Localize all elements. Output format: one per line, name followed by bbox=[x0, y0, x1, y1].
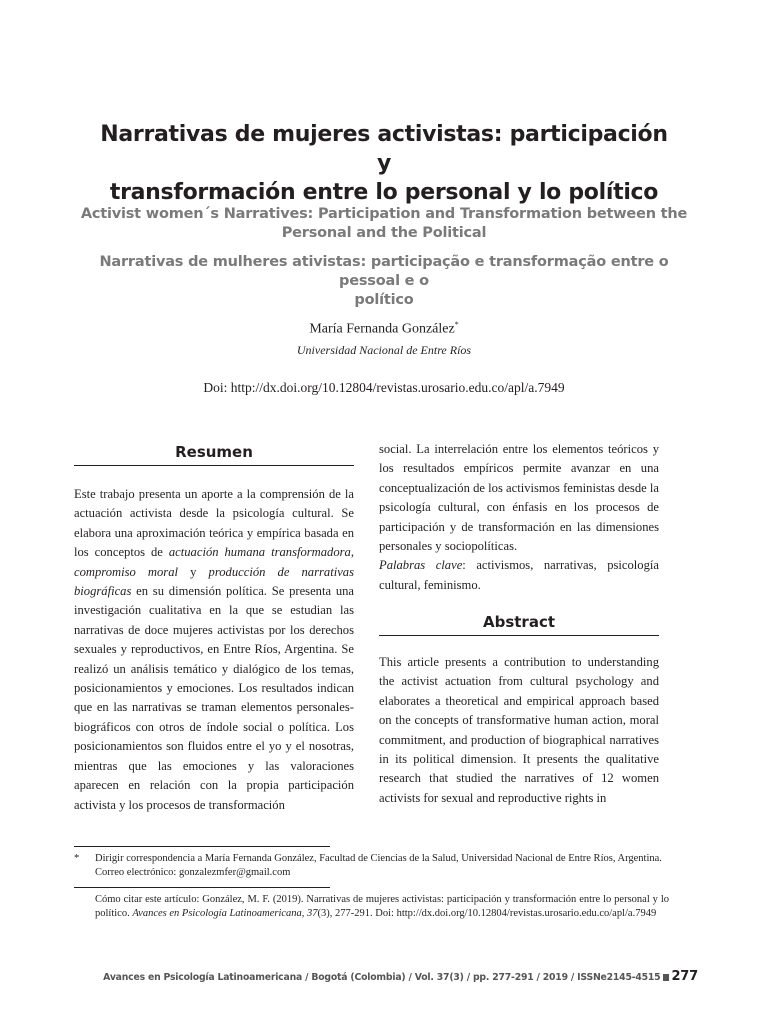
resumen-text-a: Este trabajo presenta un aporte a la comprensión de la actuación activista desde la psicología cultural. Se elabora una aproximación teórica y empírica basada en los conceptos de bbox=[74, 487, 354, 560]
author-affiliation: Universidad Nacional de Entre Ríos bbox=[296, 343, 472, 357]
citation-text-b: , 277-291. Doi: http://dx.doi.org/10.12804/revistas.urosario.edu.co/apl/a.7949 bbox=[329, 908, 657, 919]
english-title-line-2: Personal and the Political bbox=[281, 225, 487, 241]
author-footnote-mark: * bbox=[454, 320, 459, 329]
author-name-text: María Fernanda González bbox=[309, 321, 455, 337]
citation-divider bbox=[74, 887, 330, 888]
resumen-text-d: en su dimensión política. Se presenta una investigación cualitativa en la que se estudian las narrativas de doce mujeres activistas por los derechos sexuales y reproductivos, en Entre Ríos, Argentina. Se realizó un análisis temático y dialógico de los temas, posicionamientos y emociones. Los resultados indican que en las narrativas se traman elementos personales-biográficos con otros de índole social o política. Los posicionamientos son fluidos entre el yo y el nosotras, mientras que las emociones y las valoraciones aparecen en relación con la propia participación activista y los procesos de transformación bbox=[74, 584, 354, 812]
resumen-term-1: actuación humana transformadora bbox=[168, 545, 351, 560]
abstract-heading: Abstract bbox=[379, 613, 659, 636]
footnote-divider bbox=[74, 846, 330, 847]
doi-line: Doi: http://dx.doi.org/10.12804/revistas.urosario.edu.co/apl/a.7949 bbox=[203, 380, 565, 395]
keywords-label: Palabras clave bbox=[379, 558, 463, 573]
citation-text-a: Cómo citar este artículo: González, M. F. (2019). Narrativas de mujeres activistas: participación y transformación entre lo personal y lo político. bbox=[95, 894, 669, 919]
english-title bbox=[80, 205, 688, 243]
correspondence-footnote bbox=[74, 852, 669, 880]
portuguese-title-line-2: político bbox=[354, 292, 414, 308]
article-title-line-1: Narrativas de mujeres activistas: participación y bbox=[100, 122, 668, 176]
abstract-body bbox=[379, 653, 659, 808]
page-number: 277 bbox=[671, 969, 698, 984]
resumen-heading: Resumen bbox=[74, 443, 354, 466]
article-title bbox=[90, 120, 678, 207]
correspondence-text: Dirigir correspondencia a María Fernanda González, Facultad de Ciencias de la Salud, Universidad Nacional de Entre Ríos, Argentina. Correo electrónico: gonzalezmfer@gmail.com bbox=[95, 853, 662, 878]
keywords-list: : activismos, narrativas, psicología cultural, feminismo. bbox=[379, 558, 659, 592]
footer-square-icon bbox=[663, 974, 669, 981]
resumen-term-3: producción de narrativas biográficas bbox=[74, 564, 354, 599]
running-footer-text: Avances en Psicología Latinoamericana / Bogotá (Colombia) / Vol. 37(3) / pp. 277-291 / 2019 / ISSNe2145-4515 bbox=[103, 972, 661, 983]
running-footer bbox=[103, 969, 698, 984]
resumen-text-c: y bbox=[178, 564, 209, 579]
resumen-continuation-paragraph: social. La interrelación entre los elementos teóricos y los resultados empíricos permite avanzar en una conceptualización de los activismos feministas desde la psicología cultural, con énfasis en los procesos de participación y de transformación en las dimensiones personales y sociopolíticas. bbox=[379, 442, 659, 554]
portuguese-title bbox=[80, 253, 688, 310]
resumen-term-2: compromiso moral bbox=[74, 564, 178, 579]
footnote-mark: * bbox=[74, 853, 80, 864]
abstract-paragraph: This article presents a contribution to understanding the activist actuation from cultural psychology and elaborates a theoretical and empirical approach based on the concepts of transformative human action, moral commitment, and production of biographical narratives in its political dimension. It presents the qualitative research that studied the narratives of 12 women activists for sexual and reproductive rights in bbox=[379, 655, 659, 805]
resumen-paragraph bbox=[74, 485, 354, 815]
citation-issue: (3) bbox=[317, 908, 330, 919]
citation-journal: Avances en Psicología Latinoamericana, 37 bbox=[132, 908, 318, 919]
author-name bbox=[0, 320, 768, 338]
resumen-continuation bbox=[379, 440, 659, 595]
portuguese-title-line-1: Narrativas de mulheres ativistas: participação e transformação entre o pessoal e o bbox=[99, 254, 669, 289]
resumen-text-b: , bbox=[350, 545, 354, 560]
article-title-line-2: transformación entre lo personal y lo político bbox=[109, 180, 659, 205]
keywords bbox=[379, 556, 659, 595]
citation-note bbox=[95, 893, 669, 921]
resumen-body bbox=[74, 485, 354, 815]
english-title-line-1: Activist women´s Narratives: Participation and Transformation between the bbox=[80, 206, 688, 222]
